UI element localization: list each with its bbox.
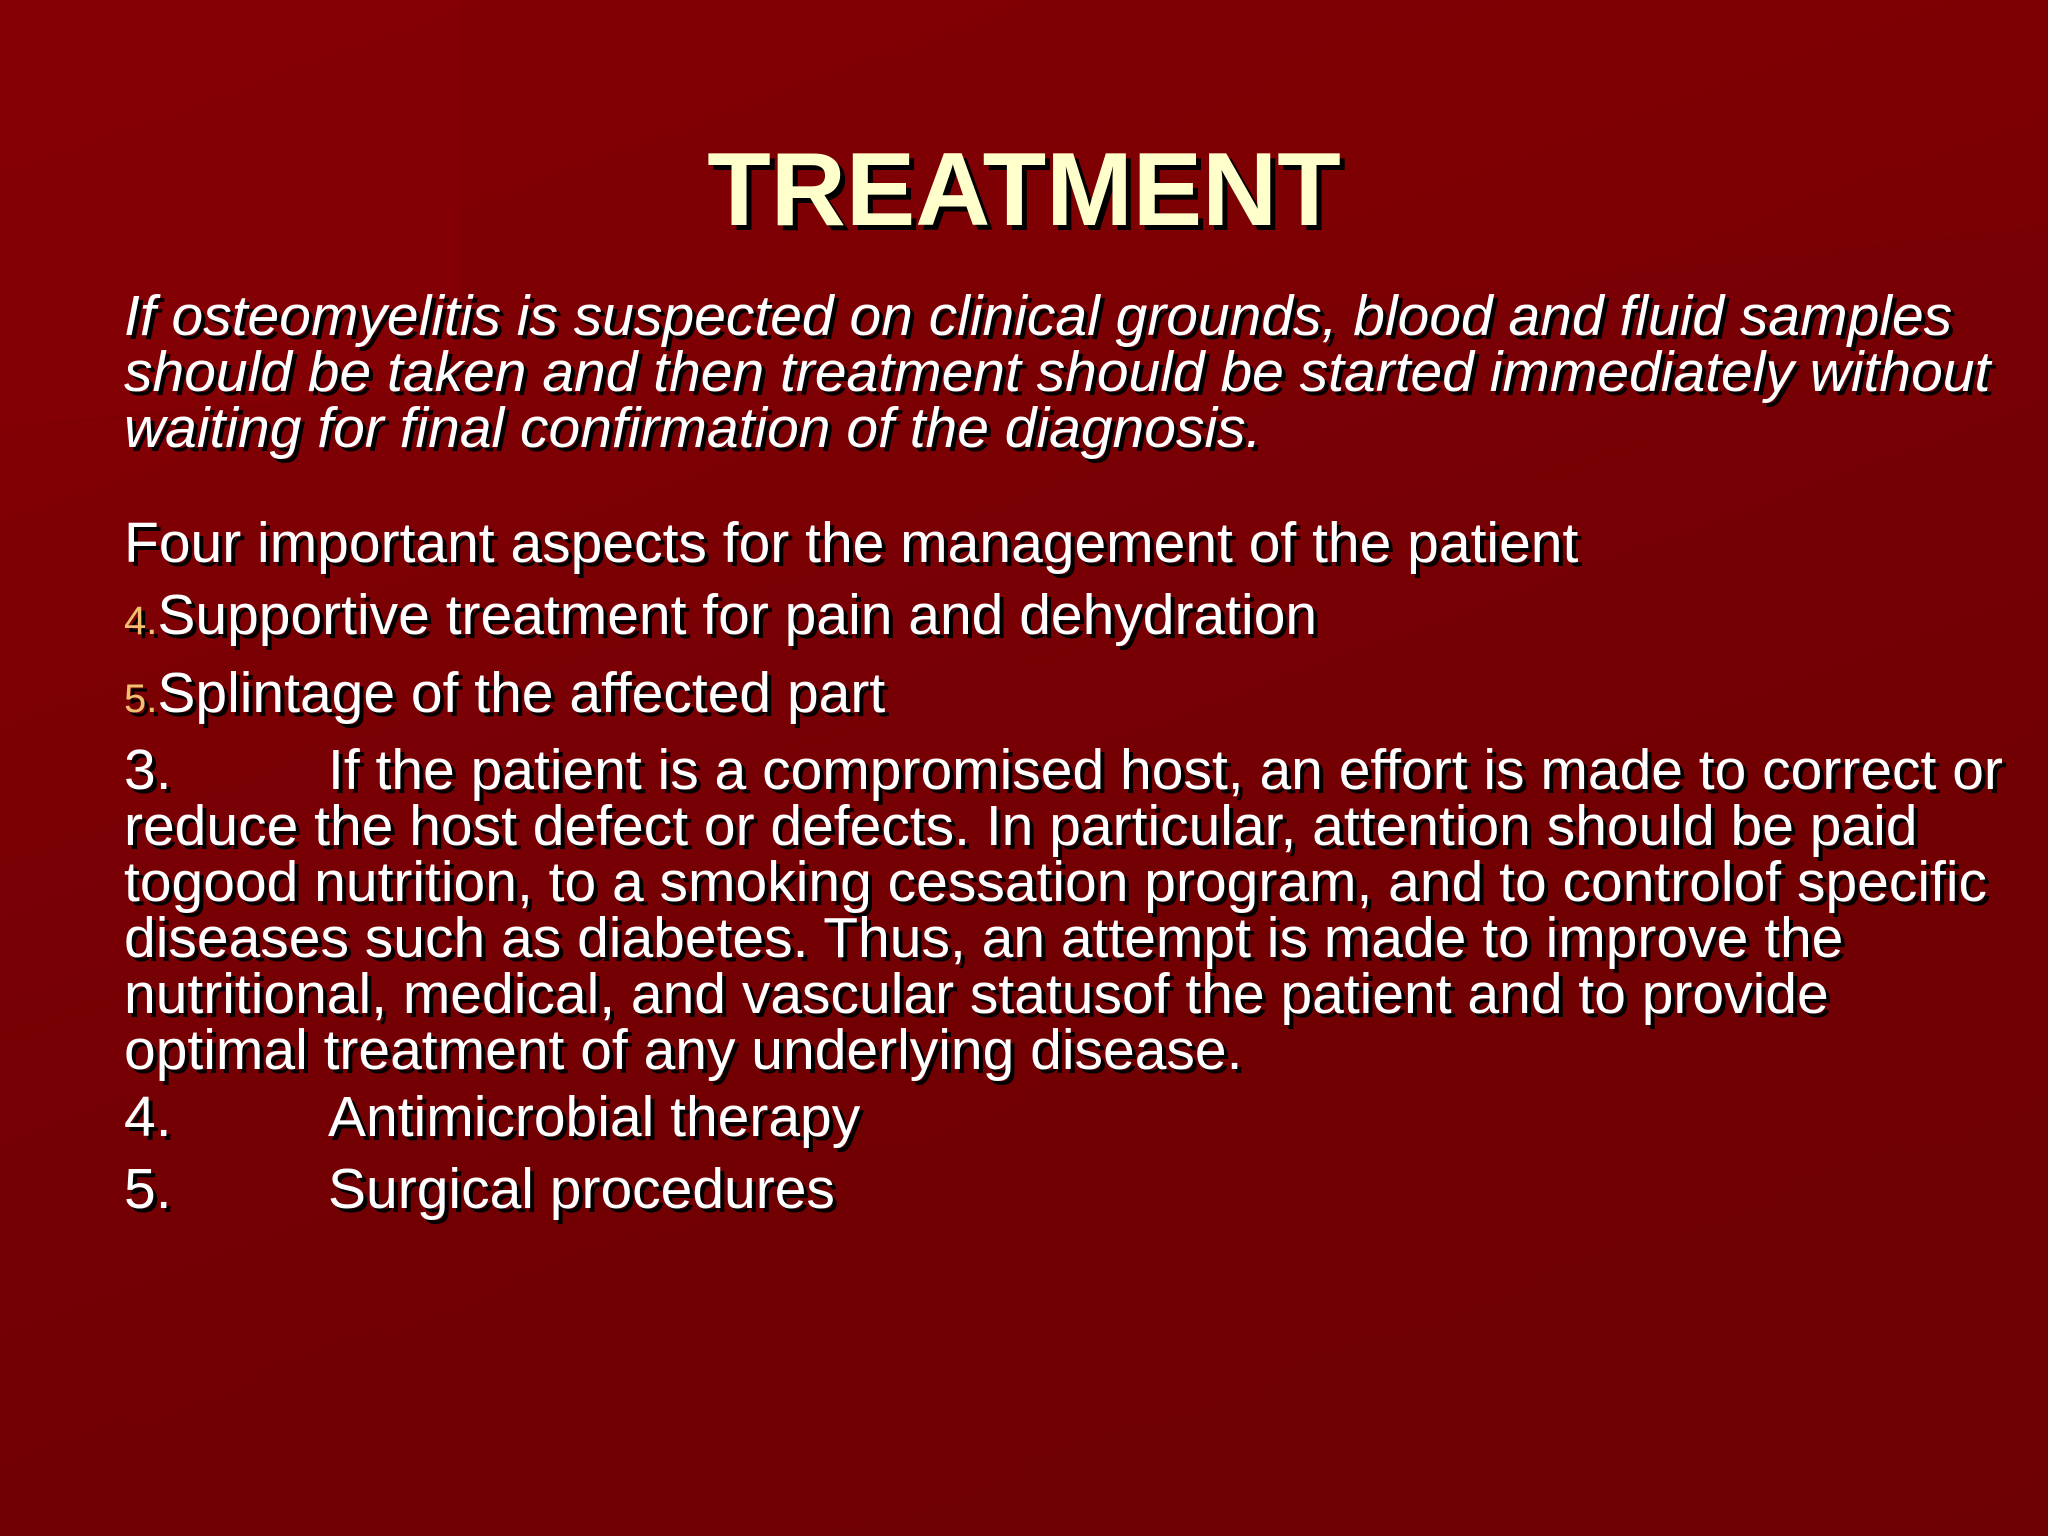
list-item <box>124 1156 2004 1222</box>
aspects-heading: Four important aspects for the management of the patient <box>124 511 1579 575</box>
list-item <box>124 660 2004 732</box>
list-item-text: Splintage of the affected part <box>157 661 886 725</box>
slide-title: TREATMENT <box>707 132 1341 248</box>
list-number: 5. <box>124 1157 172 1221</box>
list-item <box>124 1084 2004 1150</box>
list-item-text: Supportive treatment for pain and dehydration <box>157 583 1318 647</box>
list-number: 4. <box>124 599 158 643</box>
list-item-text: If the patient is a compromised host, an effort is made to correct or reduce the host defect or defects. In particular, attention should be paid togood nutrition, to a smoking cessation program, and to controlof specific diseases such as diabetes. Thus, an attempt is made to improve the nutritional, medical, and vascular statusof the patient and to provide optimal treatment of any underlying disease. <box>124 738 2003 1082</box>
list-item-text: Antimicrobial therapy <box>328 1085 861 1149</box>
list-item <box>124 582 2004 654</box>
intro-paragraph: If osteomyelitis is suspected on clinical grounds, blood and fluid samples should be taken and then treatment should be started immediately without waiting for final confirmation of the diagnosis. <box>124 284 1991 460</box>
slide-content <box>124 284 2004 1222</box>
list-number: 4. <box>124 1085 172 1149</box>
list-number: 3. <box>124 738 172 802</box>
list-item <box>124 738 2004 1082</box>
list-number: 5. <box>124 677 158 721</box>
list-item-text: Surgical procedures <box>328 1157 835 1221</box>
